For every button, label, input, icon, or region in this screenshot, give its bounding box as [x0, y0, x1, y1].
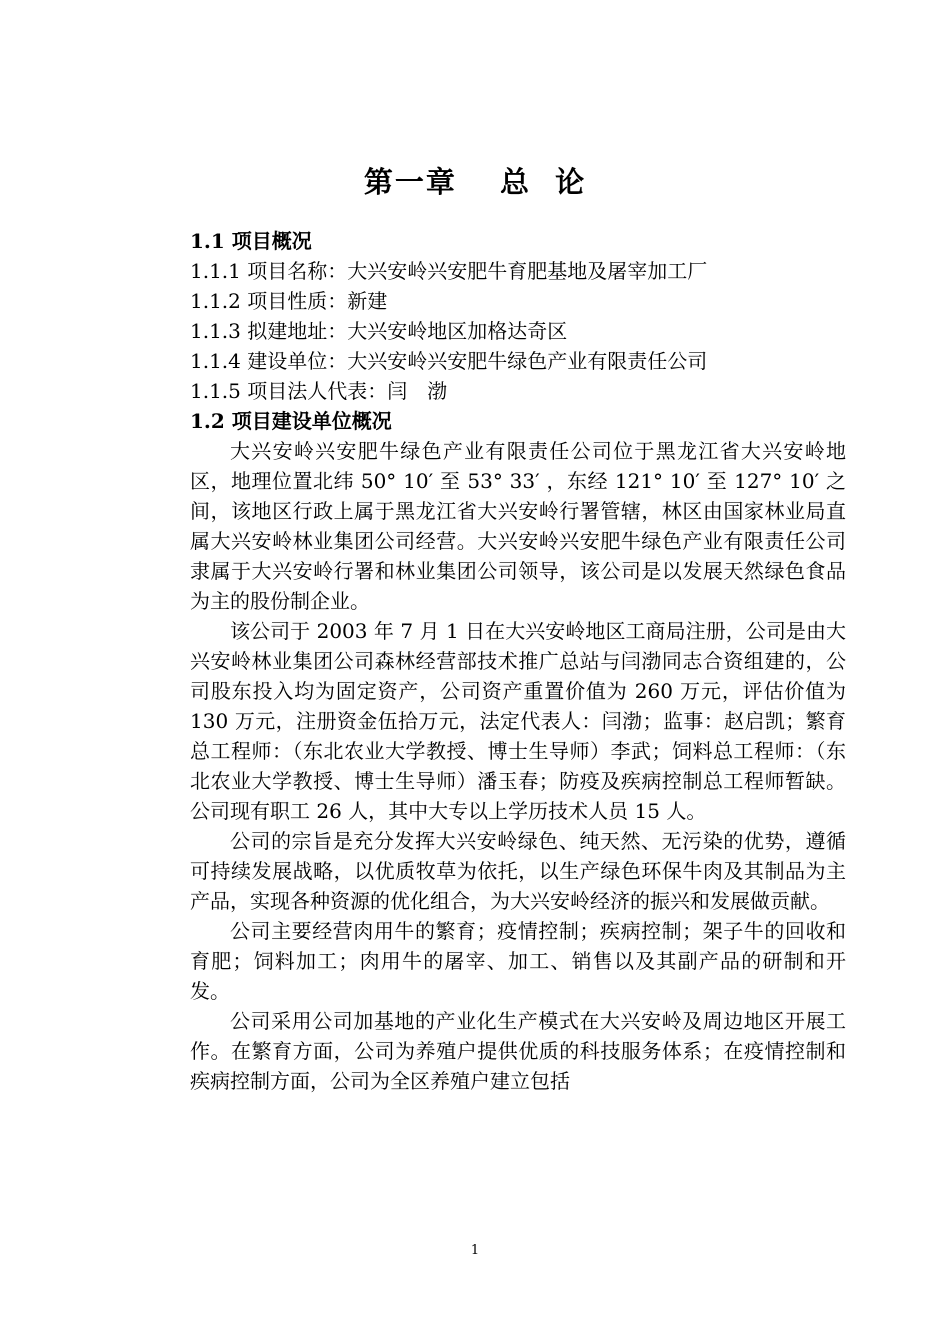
page-body: [190, 226, 846, 1096]
paragraph-company-location: 大兴安岭兴安肥牛绿色产业有限责任公司位于黑龙江省大兴安岭地区，地理位置北纬 50° 10′ 至 53° 33′ ，东经 121° 10′ 至 127° 10′ 之间，该地区行政上属于黑龙江省大兴安岭行署管辖，林区由国家林业局直属大兴安岭林业集团公司经营。大兴安岭兴安肥牛绿色产业有限责任公司隶属于大兴安岭行署和林业集团公司领导，该公司是以发展天然绿色食品为主的股份制企业。: [190, 439, 846, 613]
legal-representative-item: 1.1.5 项目法人代表：闫 渤: [190, 379, 448, 403]
paragraph-company-registration: 该公司于 2003 年 7 月 1 日在大兴安岭地区工商局注册，公司是由大兴安岭林业集团公司森林经营部技术推广总站与闫渤同志合资组建的，公司股东投入均为固定资产，公司资产重置价值为 260 万元，评估价值为 130 万元，注册资金伍拾万元，法定代表人：闫渤；监事：赵启凯；繁育总工程师：（东北农业大学教授、博士生导师）李武；饲料总工程师：（东北农业大学教授、博士生导师）潘玉春；防疫及疾病控制总工程师暂缺。公司现有职工 26 人，其中大专以上学历技术人员 15 人。: [190, 619, 846, 823]
paragraph-production-model: 公司采用公司加基地的产业化生产模式在大兴安岭及周边地区开展工作。在繁育方面，公司为养殖户提供优质的科技服务体系；在疫情控制和疾病控制方面，公司为全区养殖户建立包括: [190, 1009, 846, 1093]
page-number: 1: [470, 1243, 480, 1258]
project-nature-item: 1.1.2 项目性质：新建: [190, 289, 388, 313]
construction-unit-item: 1.1.4 建设单位：大兴安岭兴安肥牛绿色产业有限责任公司: [190, 349, 708, 373]
paragraph-business-scope: 公司主要经营肉用牛的繁育；疫情控制；疾病控制；架子牛的回收和育肥；饲料加工；肉用牛的屠宰、加工、销售以及其副产品的研制和开发。: [190, 919, 846, 1003]
paragraph-company-purpose: 公司的宗旨是充分发挥大兴安岭绿色、纯天然、无污染的优势，遵循可持续发展战略，以优质牧草为依托，以生产绿色环保牛肉及其制品为主产品，实现各种资源的优化组合，为大兴安岭经济的振兴和发展做贡献。: [190, 829, 846, 913]
project-name-item: 1.1.1 项目名称：大兴安岭兴安肥牛育肥基地及屠宰加工厂: [190, 259, 708, 283]
chapter-title: 第一章 总 论: [363, 165, 587, 199]
section-heading-1-1: 1.1 项目概况: [190, 229, 312, 253]
section-heading-1-2: 1.2 项目建设单位概况: [190, 409, 392, 433]
project-site-item: 1.1.3 拟建地址：大兴安岭地区加格达奇区: [190, 319, 568, 343]
